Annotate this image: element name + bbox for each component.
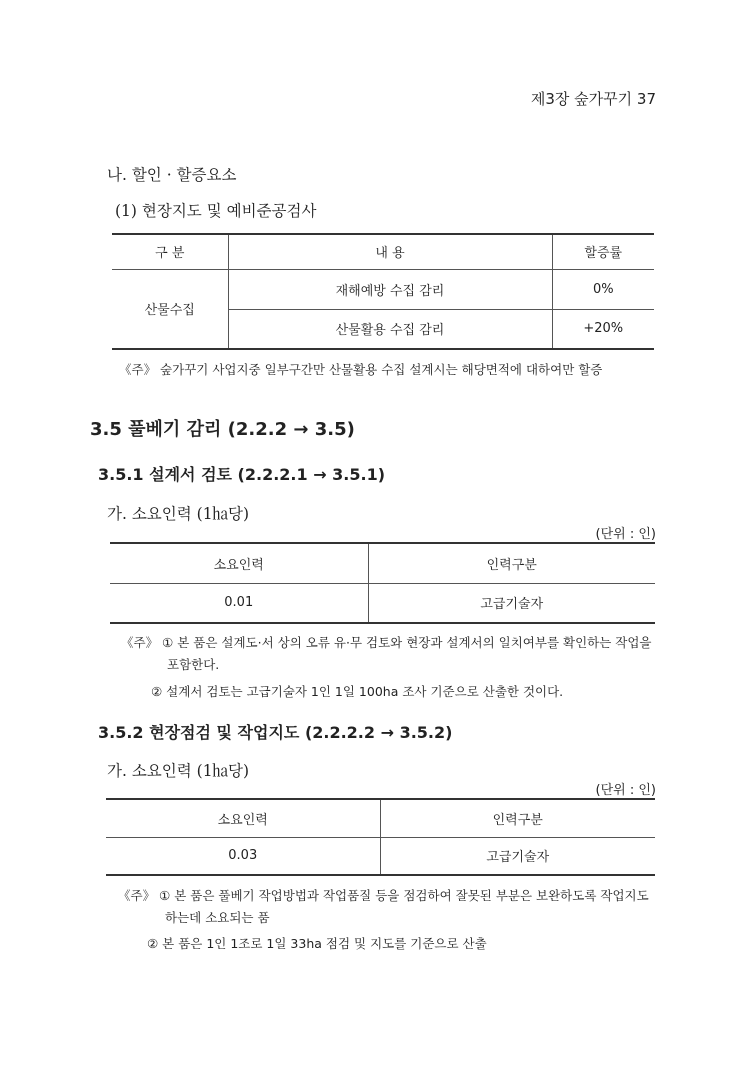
section-3-5: 3.5 풀베기 감리 (2.2.2 → 3.5) [90, 419, 355, 440]
note-2-1: 《주》 ① 본 품은 설계도·서 상의 오류 유·무 검토와 현장과 설계서의 일치여부를 확인하는 작업을 [121, 635, 652, 650]
heading-1: (1) 현장지도 및 예비준공검사 [115, 202, 317, 220]
heading-na: 나. 할인 · 할증요소 [107, 166, 237, 184]
cell-group: 산물수집 [112, 269, 228, 349]
header-rate: 할증률 [552, 234, 654, 269]
page-header: 제3장 숲가꾸기 37 [530, 90, 656, 108]
note-1: 《주》 숲가꾸기 사업지중 일부구간만 산물활용 수집 설계시는 해당면적에 대하여만 할증 [119, 362, 603, 377]
cell-rate: +20% [552, 309, 654, 349]
cell-content: 산물활용 수집 감리 [228, 309, 552, 349]
cell-type: 고급기술자 [380, 837, 655, 875]
header-labor-type: 인력구분 [380, 799, 655, 837]
cell-value: 0.01 [110, 583, 368, 623]
section-3-5-1: 3.5.1 설계서 검토 (2.2.2.1 → 3.5.1) [98, 465, 386, 484]
cell-value: 0.03 [106, 837, 380, 875]
header-manpower: 소요인력 [110, 543, 368, 583]
note-3-2: ② 본 품은 1인 1조로 1일 33ha 점검 및 지도를 기준으로 산출 [147, 936, 487, 951]
cell-content: 재해예방 수집 감리 [228, 269, 552, 309]
section-3-5-2: 3.5.2 현장점검 및 작업지도 (2.2.2.2 → 3.5.2) [98, 723, 453, 742]
note-2-1b: 포함한다. [167, 657, 220, 672]
heading-ga-2: 가. 소요인력 (1㏊당) [107, 762, 250, 780]
unit-label-2: (단위 : 인) [595, 783, 656, 798]
note-3-1: 《주》 ① 본 품은 풀베기 작업방법과 작업품질 등을 점검하여 잘못된 부분은 보완하도록 작업지도 [118, 888, 649, 903]
cell-type: 고급기술자 [368, 583, 655, 623]
note-2-2: ② 설계서 검토는 고급기술자 1인 1일 100ha 조사 기준으로 산출한 것이다. [151, 684, 564, 699]
unit-label-1: (단위 : 인) [595, 527, 656, 542]
header-category: 구 분 [112, 234, 228, 269]
table-manpower-2 [106, 798, 655, 876]
cell-rate: 0% [552, 269, 654, 309]
header-manpower: 소요인력 [106, 799, 380, 837]
header-content: 내 용 [228, 234, 552, 269]
header-labor-type: 인력구분 [368, 543, 655, 583]
note-3-1b: 하는데 소요되는 품 [165, 910, 270, 925]
table-discount [112, 233, 654, 350]
heading-ga-1: 가. 소요인력 (1㏊당) [107, 505, 250, 523]
table-manpower-1 [110, 542, 655, 624]
